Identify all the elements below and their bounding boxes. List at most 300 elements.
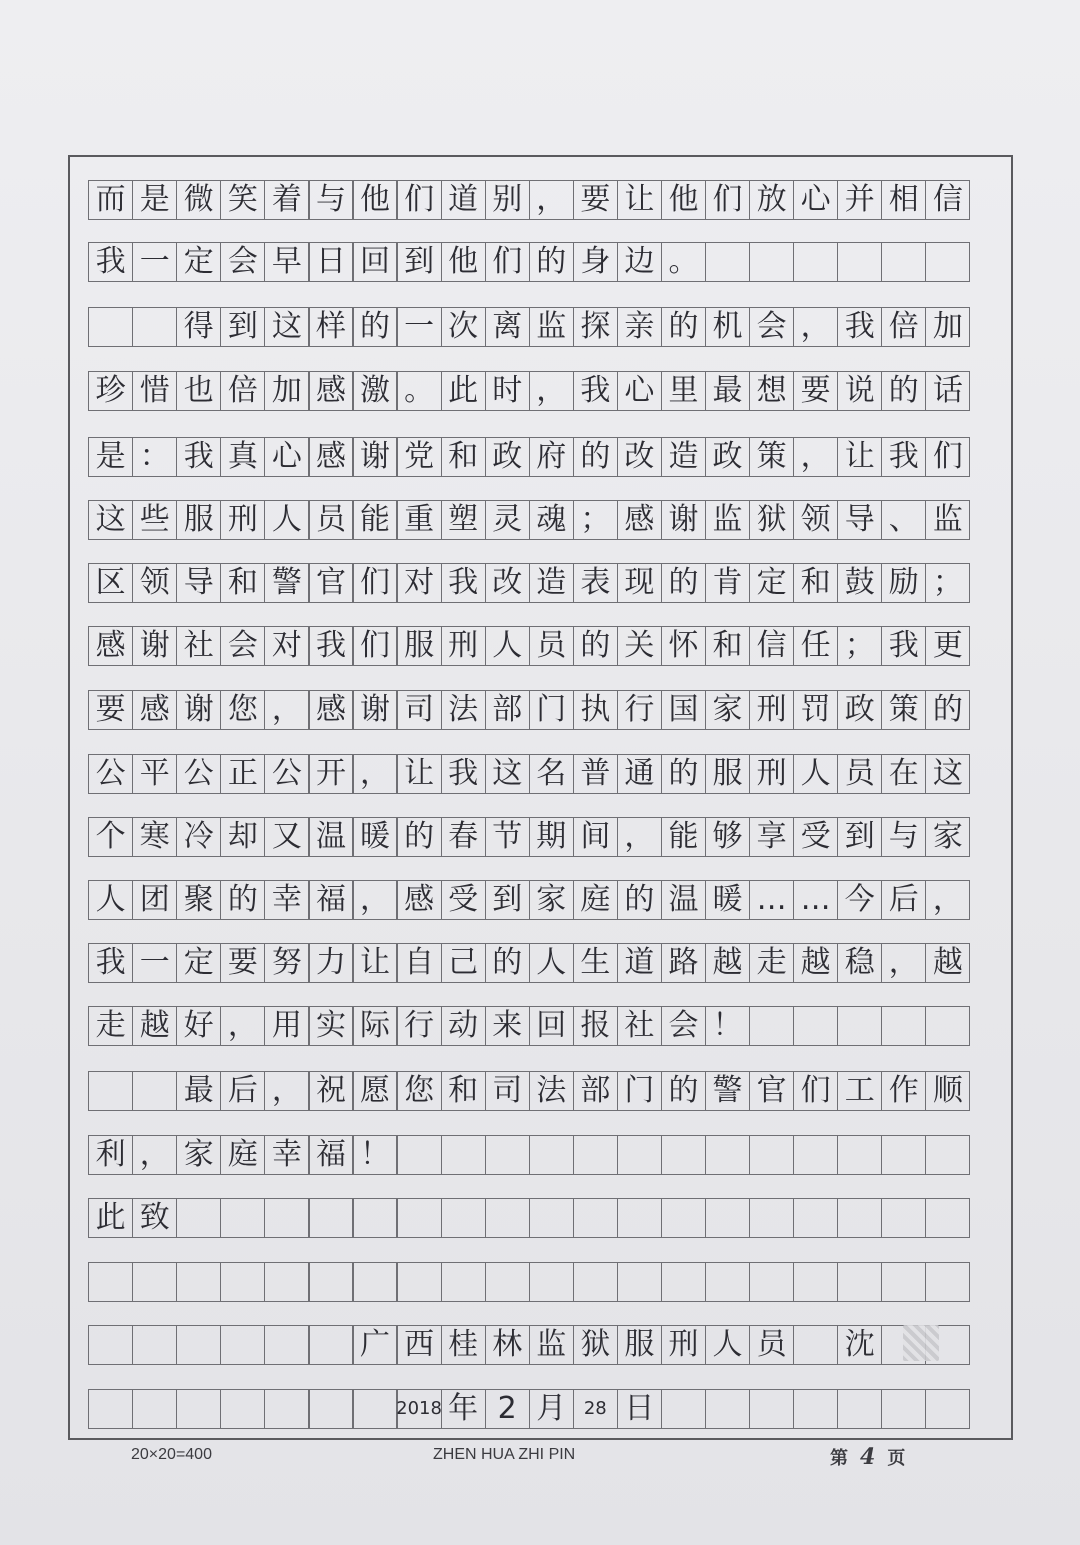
- grid-cell: [881, 1006, 926, 1046]
- grid-cell: 政: [705, 437, 750, 477]
- grid-cell: ：: [132, 437, 177, 477]
- grid-row: [88, 1389, 969, 1429]
- grid-cell: 领: [793, 500, 838, 540]
- grid-cell: [485, 1198, 530, 1238]
- grid-cell: 2018: [396, 1389, 441, 1429]
- grid-cell: ！: [705, 1006, 750, 1046]
- grid-cell: 在: [881, 754, 926, 794]
- grid-cell: [749, 1389, 794, 1429]
- grid-cell: 刑: [441, 626, 486, 666]
- grid-cell: 通: [617, 754, 662, 794]
- grid-cell: [220, 1198, 265, 1238]
- grid-cell: 任: [793, 626, 838, 666]
- grid-cell: [176, 1389, 221, 1429]
- grid-cell: 和: [705, 626, 750, 666]
- grid-cell: [132, 1262, 177, 1302]
- grid-cell: 别: [485, 180, 530, 220]
- grid-cell: 我: [441, 754, 486, 794]
- grid-cell: 人: [529, 943, 574, 983]
- grid-cell: 这: [264, 307, 309, 347]
- grid-cell: [88, 1071, 133, 1111]
- grid-cell: 开: [308, 754, 353, 794]
- grid-cell: [837, 1262, 882, 1302]
- grid-cell: 导: [176, 563, 221, 603]
- grid-cell: 庭: [220, 1135, 265, 1175]
- grid-cell: 门: [617, 1071, 662, 1111]
- grid-cell: 谢: [352, 690, 397, 730]
- grid-cell: 家: [529, 880, 574, 920]
- grid-cell: 的: [485, 943, 530, 983]
- grid-cell: ，: [881, 943, 926, 983]
- grid-cell: [352, 1389, 397, 1429]
- grid-cell: 又: [264, 817, 309, 857]
- grid-cell: 广: [352, 1325, 397, 1365]
- grid-cell: 人: [705, 1325, 750, 1365]
- grid-cell: 与: [308, 180, 353, 220]
- grid-row: [88, 943, 969, 983]
- grid-cell: [485, 1135, 530, 1175]
- page-prefix: 第: [830, 1448, 848, 1469]
- grid-cell: 际: [352, 1006, 397, 1046]
- grid-cell: 福: [308, 880, 353, 920]
- grid-cell: 定: [176, 943, 221, 983]
- grid-cell: [837, 1135, 882, 1175]
- grid-cell: 利: [88, 1135, 133, 1175]
- grid-cell: [793, 1389, 838, 1429]
- grid-cell: 我: [573, 371, 618, 411]
- grid-cell: 祝: [308, 1071, 353, 1111]
- grid-cell: 会: [220, 626, 265, 666]
- grid-cell: 感: [132, 690, 177, 730]
- grid-cell: 到: [837, 817, 882, 857]
- grid-cell: [925, 242, 970, 282]
- grid-cell: 服: [705, 754, 750, 794]
- grid-cell: 回: [352, 242, 397, 282]
- grid-cell: 而: [88, 180, 133, 220]
- grid-cell: [573, 1135, 618, 1175]
- grid-cell: 狱: [749, 500, 794, 540]
- grid-cell: 相: [881, 180, 926, 220]
- grid-cell: 会: [220, 242, 265, 282]
- grid-cell: 和: [441, 1071, 486, 1111]
- grid-cell: 己: [441, 943, 486, 983]
- grid-cell: [264, 1389, 309, 1429]
- grid-cell: 最: [176, 1071, 221, 1111]
- grid-cell: [661, 1135, 706, 1175]
- grid-cell: [88, 307, 133, 347]
- grid-cell: 是: [132, 180, 177, 220]
- grid-cell: [485, 1262, 530, 1302]
- grid-row: [88, 1135, 969, 1175]
- grid-cell: 们: [485, 242, 530, 282]
- grid-cell: 我: [88, 242, 133, 282]
- grid-cell: 法: [529, 1071, 574, 1111]
- grid-cell: 普: [573, 754, 618, 794]
- grid-cell: 福: [308, 1135, 353, 1175]
- grid-cell: 执: [573, 690, 618, 730]
- grid-cell: 的: [661, 754, 706, 794]
- grid-cell: ，: [529, 371, 574, 411]
- grid-cell: 服: [617, 1325, 662, 1365]
- grid-cell: 暖: [705, 880, 750, 920]
- grid-cell: 让: [396, 754, 441, 794]
- grid-cell: ，: [264, 1071, 309, 1111]
- grid-cell: 名: [529, 754, 574, 794]
- grid-cell: 的: [396, 817, 441, 857]
- grid-cell: 自: [396, 943, 441, 983]
- grid-cell: 们: [793, 1071, 838, 1111]
- grid-row: [88, 1325, 969, 1365]
- grid-cell: 沈: [837, 1325, 882, 1365]
- grid-cell: 您: [396, 1071, 441, 1111]
- grid-cell: 加: [925, 307, 970, 347]
- grid-cell: [176, 1198, 221, 1238]
- grid-cell: 激: [352, 371, 397, 411]
- grid-cell: 春: [441, 817, 486, 857]
- grid-cell: [264, 1325, 309, 1365]
- grid-cell: 服: [176, 500, 221, 540]
- grid-cell: 说: [837, 371, 882, 411]
- grid-cell: [749, 1135, 794, 1175]
- grid-cell: 我: [881, 437, 926, 477]
- grid-row: [88, 563, 969, 603]
- grid-cell: 回: [529, 1006, 574, 1046]
- grid-cell: 肯: [705, 563, 750, 603]
- grid-cell: [176, 1262, 221, 1302]
- grid-cell: 实: [308, 1006, 353, 1046]
- grid-cell: [793, 242, 838, 282]
- grid-cell: 灵: [485, 500, 530, 540]
- grid-cell: 稳: [837, 943, 882, 983]
- grid-cell: 感: [308, 437, 353, 477]
- grid-cell: 让: [617, 180, 662, 220]
- grid-cell: 司: [396, 690, 441, 730]
- grid-cell: 对: [264, 626, 309, 666]
- grid-cell: 员: [529, 626, 574, 666]
- grid-cell: 时: [485, 371, 530, 411]
- grid-cell: 家: [705, 690, 750, 730]
- grid-cell: 策: [749, 437, 794, 477]
- grid-cell: 后: [881, 880, 926, 920]
- grid-row: [88, 690, 969, 730]
- grid-cell: 与: [881, 817, 926, 857]
- grid-cell: 受: [441, 880, 486, 920]
- grid-row: [88, 437, 969, 477]
- grid-cell: ，: [617, 817, 662, 857]
- grid-cell: ；: [837, 626, 882, 666]
- grid-cell: [176, 1325, 221, 1365]
- grid-row: [88, 880, 969, 920]
- grid-cell: [881, 242, 926, 282]
- redacted-name-mark: [903, 1325, 939, 1361]
- grid-cell: 庭: [573, 880, 618, 920]
- grid-cell: 现: [617, 563, 662, 603]
- grid-cell: 的: [529, 242, 574, 282]
- grid-cell: 走: [749, 943, 794, 983]
- grid-cell: 走: [88, 1006, 133, 1046]
- grid-cell: 这: [88, 500, 133, 540]
- grid-cell: [749, 1006, 794, 1046]
- grid-cell: 定: [749, 563, 794, 603]
- grid-cell: ！: [352, 1135, 397, 1175]
- grid-cell: 罚: [793, 690, 838, 730]
- grid-cell: [529, 1135, 574, 1175]
- grid-cell: 的: [661, 563, 706, 603]
- grid-cell: [881, 1135, 926, 1175]
- grid-row: [88, 371, 969, 411]
- grid-cell: 改: [617, 437, 662, 477]
- grid-cell: 得: [176, 307, 221, 347]
- grid-cell: 们: [352, 563, 397, 603]
- grid-cell: 行: [396, 1006, 441, 1046]
- grid-cell: 导: [837, 500, 882, 540]
- grid-cell: 府: [529, 437, 574, 477]
- grid-cell: 和: [441, 437, 486, 477]
- grid-cell: 机: [705, 307, 750, 347]
- grid-cell: 怀: [661, 626, 706, 666]
- grid-cell: [837, 1389, 882, 1429]
- grid-cell: 林: [485, 1325, 530, 1365]
- grid-cell: 后: [220, 1071, 265, 1111]
- grid-cell: [705, 1262, 750, 1302]
- grid-cell: 真: [220, 437, 265, 477]
- grid-cell: [308, 1325, 353, 1365]
- grid-cell: 要: [573, 180, 618, 220]
- grid-cell: 公: [176, 754, 221, 794]
- grid-cell: 我: [881, 626, 926, 666]
- grid-cell: 致: [132, 1198, 177, 1238]
- grid-cell: [220, 1325, 265, 1365]
- grid-cell: [88, 1389, 133, 1429]
- grid-cell: [264, 1198, 309, 1238]
- grid-cell: [308, 1262, 353, 1302]
- grid-cell: 要: [220, 943, 265, 983]
- grid-cell: 心: [264, 437, 309, 477]
- grid-cell: 到: [485, 880, 530, 920]
- grid-cell: 人: [793, 754, 838, 794]
- grid-cell: 监: [705, 500, 750, 540]
- grid-cell: 国: [661, 690, 706, 730]
- grid-cell: 和: [220, 563, 265, 603]
- grid-cell: 的: [220, 880, 265, 920]
- grid-cell: 法: [441, 690, 486, 730]
- grid-cell: 桂: [441, 1325, 486, 1365]
- grid-cell: 门: [529, 690, 574, 730]
- grid-cell: 们: [396, 180, 441, 220]
- grid-cell: 员: [749, 1325, 794, 1365]
- grid-cell: 生: [573, 943, 618, 983]
- grid-cell: [925, 1006, 970, 1046]
- grid-cell: 官: [308, 563, 353, 603]
- grid-cell: 员: [837, 754, 882, 794]
- grid-cell: 监: [925, 500, 970, 540]
- grid-cell: 此: [88, 1198, 133, 1238]
- grid-cell: [705, 1389, 750, 1429]
- grid-cell: 个: [88, 817, 133, 857]
- grid-cell: 人: [88, 880, 133, 920]
- grid-cell: [220, 1262, 265, 1302]
- grid-cell: 关: [617, 626, 662, 666]
- grid-cell: 这: [485, 754, 530, 794]
- grid-cell: 我: [441, 563, 486, 603]
- grid-cell: [308, 1389, 353, 1429]
- grid-cell: [396, 1262, 441, 1302]
- grid-cell: [617, 1135, 662, 1175]
- grid-spec-label: 20×20=400: [131, 1446, 212, 1463]
- grid-cell: [396, 1198, 441, 1238]
- grid-cell: ，: [352, 880, 397, 920]
- grid-cell: 早: [264, 242, 309, 282]
- grid-cell: …: [749, 880, 794, 920]
- grid-cell: [793, 1198, 838, 1238]
- grid-cell: [881, 1389, 926, 1429]
- grid-cell: 微: [176, 180, 221, 220]
- grid-cell: 道: [617, 943, 662, 983]
- grid-cell: ，: [264, 690, 309, 730]
- grid-cell: 、: [881, 500, 926, 540]
- grid-cell: 要: [793, 371, 838, 411]
- grid-cell: 温: [661, 880, 706, 920]
- grid-cell: [749, 242, 794, 282]
- grid-cell: [705, 242, 750, 282]
- grid-cell: [441, 1262, 486, 1302]
- grid-cell: 28: [573, 1389, 618, 1429]
- grid-cell: 享: [749, 817, 794, 857]
- grid-cell: 会: [661, 1006, 706, 1046]
- grid-cell: 到: [396, 242, 441, 282]
- grid-cell: [441, 1198, 486, 1238]
- grid-cell: [529, 1262, 574, 1302]
- grid-cell: 次: [441, 307, 486, 347]
- grid-cell: 信: [925, 180, 970, 220]
- grid-cell: 亲: [617, 307, 662, 347]
- grid-cell: 倍: [881, 307, 926, 347]
- grid-cell: 努: [264, 943, 309, 983]
- grid-cell: 平: [132, 754, 177, 794]
- grid-cell: ，: [793, 307, 838, 347]
- grid-cell: 他: [661, 180, 706, 220]
- grid-cell: 并: [837, 180, 882, 220]
- grid-cell: [352, 1198, 397, 1238]
- grid-cell: [661, 1389, 706, 1429]
- grid-cell: ，: [220, 1006, 265, 1046]
- grid-cell: 报: [573, 1006, 618, 1046]
- grid-cell: [881, 1262, 926, 1302]
- grid-cell: 策: [881, 690, 926, 730]
- grid-cell: 公: [264, 754, 309, 794]
- grid-cell: 家: [176, 1135, 221, 1175]
- grid-cell: ，: [132, 1135, 177, 1175]
- grid-cell: 力: [308, 943, 353, 983]
- grid-cell: [837, 1006, 882, 1046]
- grid-cell: 越: [925, 943, 970, 983]
- grid-cell: 人: [485, 626, 530, 666]
- grid-cell: 正: [220, 754, 265, 794]
- grid-cell: 到: [220, 307, 265, 347]
- grid-cell: 的: [881, 371, 926, 411]
- grid-cell: [573, 1198, 618, 1238]
- grid-cell: 样: [308, 307, 353, 347]
- grid-cell: 我: [308, 626, 353, 666]
- grid-row: [88, 817, 969, 857]
- grid-cell: ；: [573, 500, 618, 540]
- grid-cell: 用: [264, 1006, 309, 1046]
- grid-row: [88, 307, 969, 347]
- grid-cell: 西: [396, 1325, 441, 1365]
- grid-cell: 您: [220, 690, 265, 730]
- grid-cell: [308, 1198, 353, 1238]
- grid-row: [88, 1006, 969, 1046]
- grid-cell: [617, 1198, 662, 1238]
- grid-cell: 他: [441, 242, 486, 282]
- grid-cell: 部: [485, 690, 530, 730]
- grid-cell: 会: [749, 307, 794, 347]
- grid-cell: 谢: [176, 690, 221, 730]
- grid-cell: 放: [749, 180, 794, 220]
- grid-cell: 珍: [88, 371, 133, 411]
- grid-cell: 着: [264, 180, 309, 220]
- grid-cell: [837, 242, 882, 282]
- grid-cell: 道: [441, 180, 486, 220]
- grid-cell: 感: [88, 626, 133, 666]
- grid-cell: 们: [352, 626, 397, 666]
- grid-cell: 更: [925, 626, 970, 666]
- grid-cell: [88, 1262, 133, 1302]
- grid-cell: [132, 307, 177, 347]
- grid-cell: 政: [485, 437, 530, 477]
- grid-cell: 定: [176, 242, 221, 282]
- grid-cell: …: [793, 880, 838, 920]
- grid-cell: 和: [793, 563, 838, 603]
- grid-cell: 公: [88, 754, 133, 794]
- page-suffix: 页: [887, 1448, 906, 1469]
- grid-cell: [573, 1262, 618, 1302]
- grid-cell: [529, 1198, 574, 1238]
- grid-cell: [705, 1198, 750, 1238]
- grid-cell: 党: [396, 437, 441, 477]
- grid-cell: 刑: [749, 690, 794, 730]
- grid-cell: ，: [925, 880, 970, 920]
- grid-cell: 年: [441, 1389, 486, 1429]
- grid-cell: [441, 1135, 486, 1175]
- grid-cell: 些: [132, 500, 177, 540]
- grid-cell: 对: [396, 563, 441, 603]
- grid-cell: 一: [132, 242, 177, 282]
- grid-cell: 冷: [176, 817, 221, 857]
- grid-cell: 日: [308, 242, 353, 282]
- grid-cell: 也: [176, 371, 221, 411]
- grid-cell: 刑: [220, 500, 265, 540]
- grid-cell: 社: [617, 1006, 662, 1046]
- grid-cell: 感: [308, 690, 353, 730]
- grid-cell: 改: [485, 563, 530, 603]
- grid-cell: 社: [176, 626, 221, 666]
- grid-cell: 倍: [220, 371, 265, 411]
- grid-row: [88, 626, 969, 666]
- grid-cell: 警: [705, 1071, 750, 1111]
- grid-cell: 我: [837, 307, 882, 347]
- grid-cell: 里: [661, 371, 706, 411]
- grid-cell: 受: [793, 817, 838, 857]
- grid-cell: [793, 1262, 838, 1302]
- grid-cell: [264, 1262, 309, 1302]
- grid-cell: [352, 1262, 397, 1302]
- grid-cell: [705, 1135, 750, 1175]
- grid-cell: 加: [264, 371, 309, 411]
- grid-cell: [925, 1198, 970, 1238]
- grid-cell: 的: [352, 307, 397, 347]
- grid-cell: [837, 1198, 882, 1238]
